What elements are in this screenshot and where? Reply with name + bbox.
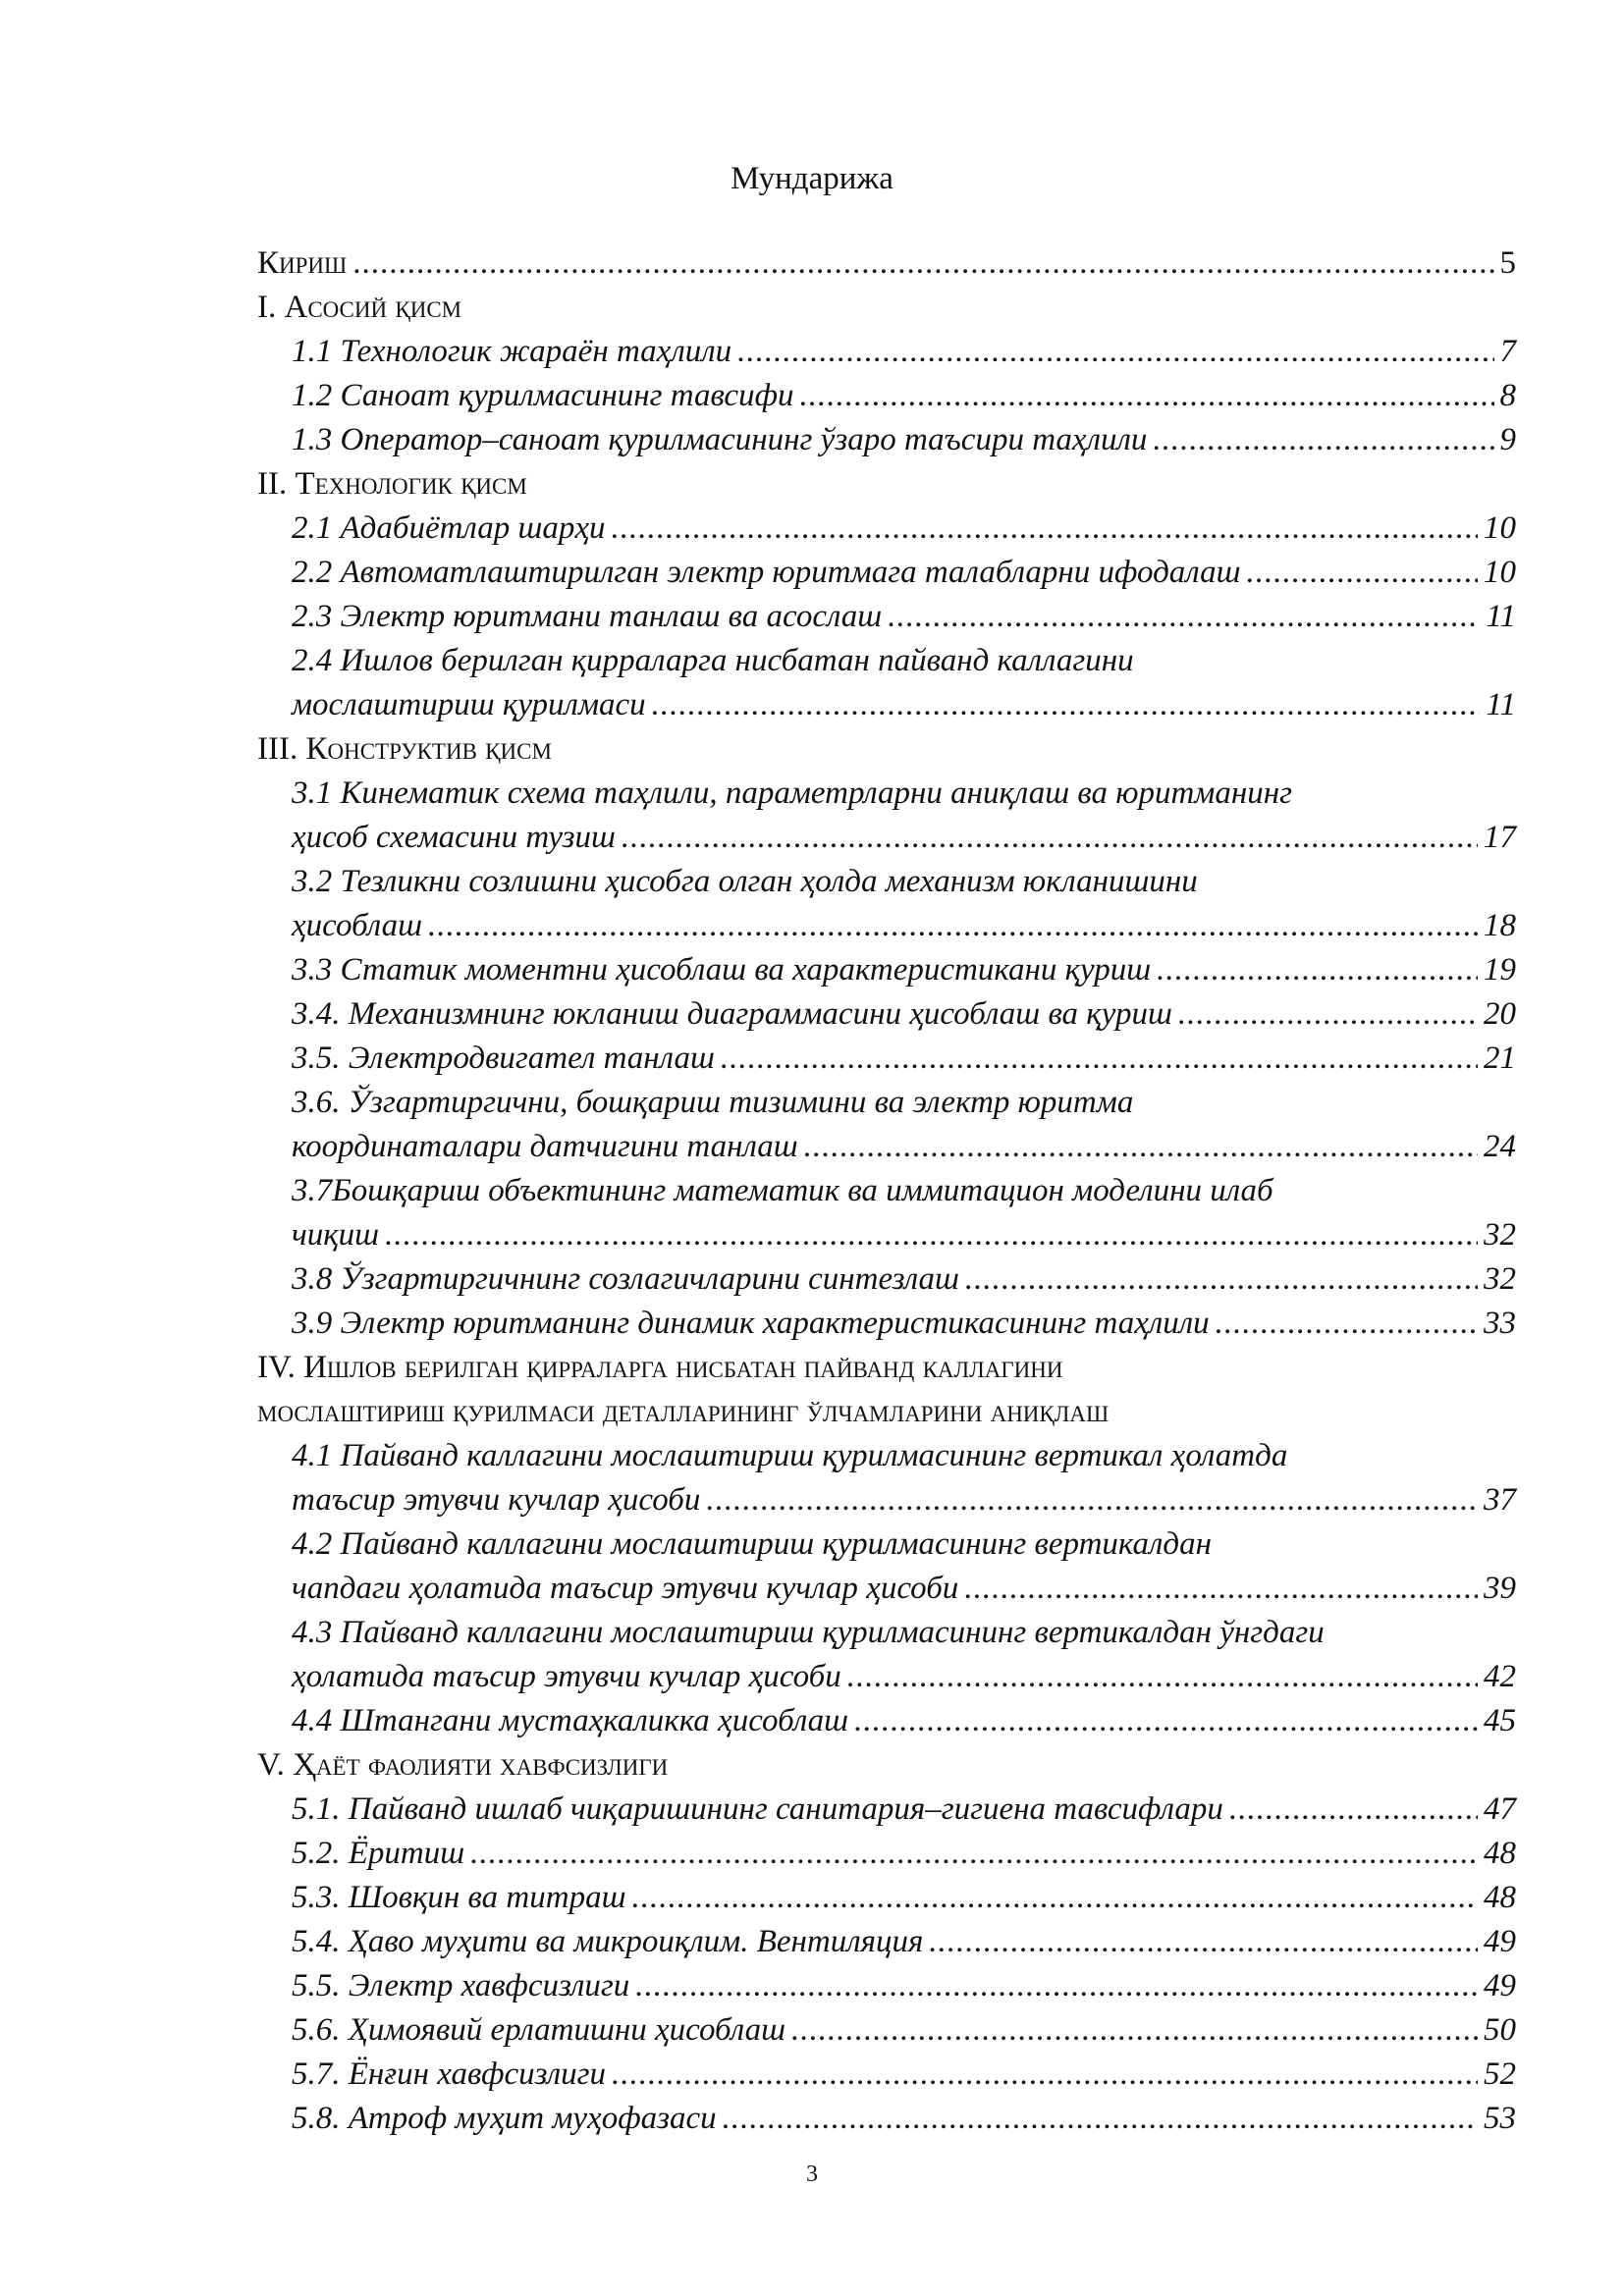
toc-entry-text: 3.1 Кинематик схема таҳлили, параметрларни аниқлаш ва юритманинг — [292, 775, 1292, 811]
toc-section-entry[interactable] — [257, 241, 1516, 286]
toc-entry-text: 4.4 Штангани мустаҳкаликка ҳисоблаш — [292, 1703, 849, 1738]
dot-leader — [723, 2097, 1478, 2141]
toc-subsection-entry[interactable] — [257, 1964, 1516, 2008]
toc-subsection-entry[interactable] — [257, 2053, 1516, 2097]
toc-subsection-entry[interactable] — [257, 551, 1516, 595]
toc-subsection-entry[interactable] — [257, 992, 1516, 1037]
toc-page-number: 45 — [1484, 1703, 1516, 1738]
toc-subsection-entry[interactable] — [257, 860, 1516, 904]
dot-leader — [652, 683, 1481, 727]
toc-entry-text: Кириш — [257, 245, 348, 281]
dot-leader — [737, 330, 1493, 374]
toc-section-entry[interactable] — [257, 1390, 1516, 1434]
dot-leader — [428, 904, 1478, 948]
toc-page-number: 33 — [1484, 1306, 1516, 1341]
toc-entry-text: V. Ҳаёт фаолияти хавфсизлиги — [257, 1747, 669, 1783]
toc-section-entry[interactable] — [257, 1743, 1516, 1788]
toc-entry-text: 3.3 Статик моментни ҳисоблаш ва характеристикани қуриш — [292, 952, 1152, 988]
toc-entry-text: 5.2. Ёритиш — [292, 1836, 465, 1871]
toc-entry-text: 4.3 Пайванд каллагини мослаштириш қурилмасининг вертикалдан ўнгдаги — [292, 1615, 1325, 1650]
dot-leader — [800, 374, 1494, 418]
toc-subsection-entry[interactable] — [257, 948, 1516, 992]
toc-subsection-entry[interactable] — [257, 330, 1516, 374]
dot-leader — [791, 2008, 1478, 2053]
toc-page-number: 9 — [1499, 422, 1516, 457]
dot-leader — [1216, 1302, 1478, 1346]
dot-leader — [612, 507, 1478, 551]
toc-page-number: 10 — [1484, 555, 1516, 590]
dot-leader — [964, 1567, 1478, 1611]
toc-subsection-entry[interactable] — [257, 904, 1516, 948]
dot-leader — [854, 1699, 1478, 1743]
toc-entry-text: 4.1 Пайванд каллагини мослаштириш қурилмасининг вертикал ҳолатда — [292, 1438, 1288, 1473]
toc-entry-text: ҳисоблаш — [292, 908, 423, 943]
toc-entry-text: 3.2 Тезликни созлишни ҳисобга олган ҳолда механизм юкланишини — [292, 864, 1198, 899]
toc-entry-text: 4.2 Пайванд каллагини мослаштириш қурилмасининг вертикалдан — [292, 1526, 1212, 1562]
toc-page-number: 49 — [1484, 1924, 1516, 1959]
toc-page-number: 48 — [1484, 1836, 1516, 1871]
toc-entry-text: 3.4. Механизмнинг юкланиш диаграммасини ҳисоблаш ва қуриш — [292, 996, 1172, 1032]
toc-entry-text: мослаштириш қурилмаси — [292, 687, 646, 722]
toc-subsection-entry[interactable] — [257, 683, 1516, 727]
toc-page-number: 32 — [1484, 1217, 1516, 1253]
toc-subsection-entry[interactable] — [257, 1699, 1516, 1743]
toc-entry-text: III. Конструктив қисм — [257, 731, 552, 767]
toc-section-entry[interactable] — [257, 1346, 1516, 1390]
dot-leader — [385, 1213, 1478, 1257]
toc-subsection-entry[interactable] — [257, 639, 1516, 683]
toc-subsection-entry[interactable] — [257, 1302, 1516, 1346]
toc-subsection-entry[interactable] — [257, 2008, 1516, 2053]
toc-section-entry[interactable] — [257, 286, 1516, 330]
page-title: Мундарижа — [731, 161, 893, 196]
toc-entry-text: таъсир этувчи кучлар ҳисоби — [292, 1482, 701, 1518]
toc-subsection-entry[interactable] — [257, 1567, 1516, 1611]
dot-leader — [804, 1125, 1478, 1169]
toc-page-number: 48 — [1484, 1880, 1516, 1915]
toc-page-number: 21 — [1484, 1041, 1516, 1076]
toc-subsection-entry[interactable] — [257, 772, 1516, 816]
toc-entry-text: 5.7. Ёнғин хавфсизлиги — [292, 2056, 606, 2092]
toc-entry-text: IV. Ишлов берилган қирраларга нисбатан пайванд каллагини — [257, 1350, 1063, 1385]
dot-leader — [631, 1876, 1478, 1920]
toc-page-number: 7 — [1499, 334, 1516, 369]
toc-entry-text: 3.5. Электродвигател танлаш — [292, 1041, 715, 1076]
toc-subsection-entry[interactable] — [257, 1434, 1516, 1478]
toc-entry-text: ҳисоб схемасини тузиш — [292, 820, 616, 855]
toc-entry-text: 5.4. Ҳаво муҳити ва микроиқлим. Вентиляция — [292, 1924, 924, 1959]
toc-entry-text: 2.1 Адабиётлар шарҳи — [292, 510, 606, 546]
toc-entry-text: I. Асосий қисм — [257, 290, 462, 325]
toc-section-entry[interactable] — [257, 462, 1516, 507]
toc-entry-text: 2.3 Электр юритмани танлаш ва асослаш — [292, 599, 883, 634]
toc-subsection-entry[interactable] — [257, 1478, 1516, 1522]
toc-entry-text: 1.2 Саноат қурилмасининг тавсифи — [292, 378, 794, 413]
toc-page-number: 52 — [1484, 2056, 1516, 2092]
dot-leader — [352, 241, 1493, 286]
toc-page-number: 42 — [1484, 1659, 1516, 1694]
toc-subsection-entry[interactable] — [257, 1920, 1516, 1964]
toc-subsection-entry[interactable] — [257, 1522, 1516, 1567]
toc-subsection-entry[interactable] — [257, 1213, 1516, 1257]
toc-entry-text: 5.8. Атроф муҳит муҳофазаси — [292, 2101, 717, 2136]
toc-entry-text: 5.1. Пайванд ишлаб чиқаришининг санитария–гигиена тавсифлари — [292, 1791, 1223, 1827]
toc-entry-text: 2.4 Ишлов берилган қирраларга нисбатан пайванд каллагини — [292, 643, 1134, 678]
toc-subsection-entry[interactable] — [257, 595, 1516, 639]
toc-subsection-entry[interactable] — [257, 374, 1516, 418]
toc-entry-text: II. Технологик қисм — [257, 466, 527, 502]
toc-page-number: 10 — [1484, 510, 1516, 546]
toc-page-number: 50 — [1484, 2012, 1516, 2048]
toc-subsection-entry[interactable] — [257, 1125, 1516, 1169]
toc-entry-text: 5.6. Ҳимоявий ерлатишни ҳисоблаш — [292, 2012, 786, 2048]
dot-leader — [1153, 418, 1493, 462]
toc-page-number: 24 — [1484, 1129, 1516, 1164]
toc-entry-text: 5.5. Электр хавфсизлиги — [292, 1968, 630, 2003]
dot-leader — [622, 816, 1478, 860]
toc-subsection-entry[interactable] — [257, 1655, 1516, 1699]
toc-subsection-entry[interactable] — [257, 1081, 1516, 1125]
toc-entry-text: ҳолатида таъсир этувчи кучлар ҳисоби — [292, 1659, 841, 1694]
dot-leader — [470, 1832, 1478, 1876]
toc-entry-text: мослаштириш қурилмаси деталларининг ўлчамларини аниқлаш — [257, 1394, 1110, 1429]
toc-page-number: 18 — [1484, 908, 1516, 943]
toc-page-number: 11 — [1486, 687, 1516, 722]
dot-leader — [1178, 992, 1478, 1037]
toc-subsection-entry[interactable] — [257, 816, 1516, 860]
dot-leader — [1247, 551, 1479, 595]
table-of-contents — [257, 241, 1516, 2141]
toc-page-number: 11 — [1486, 599, 1516, 634]
toc-entry-text: 1.3 Оператор–саноат қурилмасининг ўзаро таъсири таҳлили — [292, 422, 1148, 457]
dot-leader — [721, 1037, 1478, 1081]
toc-page-number: 47 — [1484, 1791, 1516, 1827]
toc-subsection-entry[interactable] — [257, 1257, 1516, 1302]
dot-leader — [888, 595, 1480, 639]
toc-page-number: 32 — [1484, 1261, 1516, 1297]
toc-entry-text: 5.3. Шовқин ва титраш — [292, 1880, 626, 1915]
toc-subsection-entry[interactable] — [257, 418, 1516, 462]
toc-entry-text: чапдаги ҳолатида таъсир этувчи кучлар ҳисоби — [292, 1571, 959, 1606]
toc-subsection-entry[interactable] — [257, 1037, 1516, 1081]
toc-entry-text: 2.2 Автоматлаштирилган электр юритмага талабларни ифодалаш — [292, 555, 1241, 590]
toc-page-number: 49 — [1484, 1968, 1516, 2003]
toc-page-number: 19 — [1484, 952, 1516, 988]
toc-page-number: 8 — [1499, 378, 1516, 413]
dot-leader — [706, 1478, 1478, 1522]
dot-leader — [929, 1920, 1478, 1964]
toc-subsection-entry[interactable] — [257, 2097, 1516, 2141]
dot-leader — [1157, 948, 1478, 992]
toc-page-number: 37 — [1484, 1482, 1516, 1518]
toc-subsection-entry[interactable] — [257, 1876, 1516, 1920]
dot-leader — [635, 1964, 1478, 2008]
dot-leader — [612, 2053, 1478, 2097]
toc-page-number: 17 — [1484, 820, 1516, 855]
page-number: 3 — [806, 2162, 818, 2187]
toc-entry-text: координаталари датчигини танлаш — [292, 1129, 798, 1164]
toc-entry-text: чиқиш — [292, 1217, 380, 1253]
dot-leader — [1229, 1788, 1478, 1832]
toc-subsection-entry[interactable] — [257, 507, 1516, 551]
toc-entry-text: 3.9 Электр юритманинг динамик характеристикасининг таҳлили — [292, 1306, 1210, 1341]
toc-page-number: 53 — [1484, 2101, 1516, 2136]
toc-section-entry[interactable] — [257, 727, 1516, 772]
toc-entry-text: 1.1 Технологик жараён таҳлили — [292, 334, 732, 369]
toc-entry-text: 3.7Бошқариш объектининг математик ва иммитацион моделини илаб — [292, 1173, 1273, 1208]
toc-subsection-entry[interactable] — [257, 1169, 1516, 1213]
toc-page-number: 20 — [1484, 996, 1516, 1032]
dot-leader — [847, 1655, 1478, 1699]
toc-page-number: 5 — [1499, 245, 1516, 281]
toc-subsection-entry[interactable] — [257, 1832, 1516, 1876]
toc-subsection-entry[interactable] — [257, 1611, 1516, 1655]
toc-entry-text: 3.6. Ўзгартиргични, бошқариш тизимини ва электр юритма — [292, 1085, 1134, 1120]
toc-page-number: 39 — [1484, 1571, 1516, 1606]
dot-leader — [965, 1257, 1478, 1302]
toc-entry-text: 3.8 Ўзгартиргичнинг созлагичларини синтезлаш — [292, 1261, 959, 1297]
toc-subsection-entry[interactable] — [257, 1788, 1516, 1832]
